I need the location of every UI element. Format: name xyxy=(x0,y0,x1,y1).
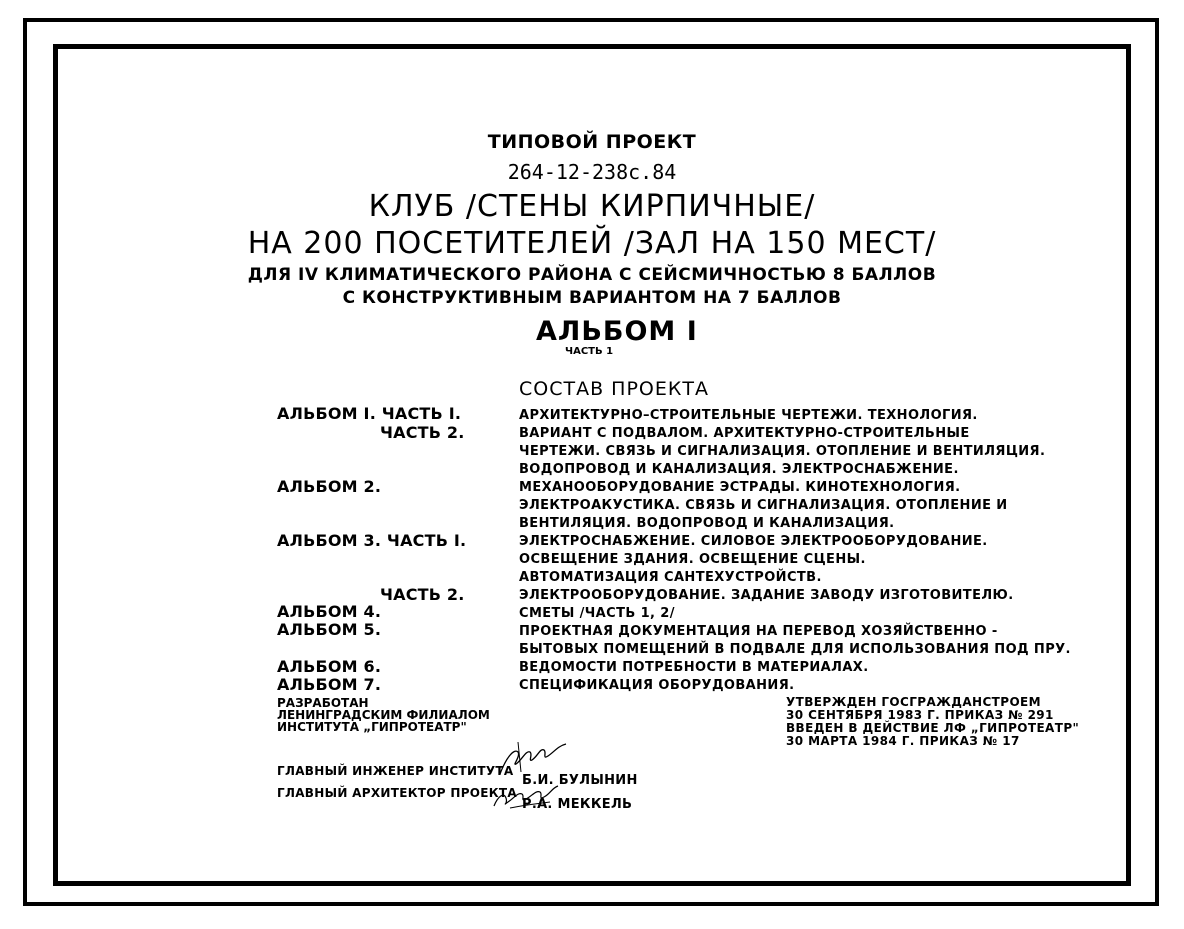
composition-line: ВЕДОМОСТИ ПОТРЕБНОСТИ В МАТЕРИАЛАХ. xyxy=(519,660,869,675)
architect-signature-icon xyxy=(490,782,560,812)
project-code: 264-12-238с.84 xyxy=(507,160,677,184)
composition-line: СМЕТЫ /ЧАСТЬ 1, 2/ xyxy=(519,606,675,621)
composition-line: БЫТОВЫХ ПОМЕЩЕНИЙ В ПОДВАЛЕ ДЛЯ ИСПОЛЬЗОВАНИЯ ПОД ПРУ. xyxy=(519,642,1071,657)
composition-line: ВОДОПРОВОД И КАНАЛИЗАЦИЯ. ЭЛЕКТРОСНАБЖЕНИЕ. xyxy=(519,462,959,477)
chief-engineer-name: Б.И. БУЛЫНИН xyxy=(522,773,638,788)
type-project-label: ТИПОВОЙ ПРОЕКТ xyxy=(487,131,697,153)
album-label: АЛЬБОМ 2. xyxy=(277,477,382,496)
composition-line: АРХИТЕКТУРНО–СТРОИТЕЛЬНЫЕ ЧЕРТЕЖИ. ТЕХНОЛОГИЯ. xyxy=(519,408,978,423)
composition-line: ЭЛЕКТРОСНАБЖЕНИЕ. СИЛОВОЕ ЭЛЕКТРООБОРУДОВАНИЕ. xyxy=(519,534,988,549)
album-title: АЛЬБОМ I xyxy=(536,316,698,347)
composition-line: МЕХАНООБОРУДОВАНИЕ ЭСТРАДЫ. КИНОТЕХНОЛОГИЯ. xyxy=(519,480,961,495)
composition-line: ЭЛЕКТРОАКУСТИКА. СВЯЗЬ И СИГНАЛИЗАЦИЯ. ОТОПЛЕНИЕ И xyxy=(519,498,1008,513)
album-label: АЛЬБОМ I. ЧАСТЬ I. xyxy=(277,404,462,423)
composition-line: ВЕНТИЛЯЦИЯ. ВОДОПРОВОД И КАНАЛИЗАЦИЯ. xyxy=(519,516,895,531)
composition-line: ЭЛЕКТРООБОРУДОВАНИЕ. ЗАДАНИЕ ЗАВОДУ ИЗГОТОВИТЕЛЮ. xyxy=(519,588,1014,603)
engineer-signature-icon xyxy=(496,738,570,778)
album-label: АЛЬБОМ 7. xyxy=(277,675,382,694)
developer-line: ЛЕНИНГРАДСКИМ ФИЛИАЛОМ xyxy=(277,708,490,722)
chief-architect-name: Р.А. МЕККЕЛЬ xyxy=(522,797,633,812)
chief-engineer-label: ГЛАВНЫЙ ИНЖЕНЕР ИНСТИТУТА xyxy=(277,764,514,778)
approval-line: 30 СЕНТЯБРЯ 1983 Г. ПРИКАЗ № 291 xyxy=(786,708,1054,722)
album-label: АЛЬБОМ 4. xyxy=(277,602,382,621)
composition-line: ПРОЕКТНАЯ ДОКУМЕНТАЦИЯ НА ПЕРЕВОД ХОЗЯЙСТВЕННО - xyxy=(519,624,998,639)
album-label: АЛЬБОМ 3. ЧАСТЬ I. xyxy=(277,531,467,550)
approval-line: 30 МАРТА 1984 Г. ПРИКАЗ № 17 xyxy=(786,734,1020,748)
composition-line: ОСВЕЩЕНИЕ ЗДАНИЯ. ОСВЕЩЕНИЕ СЦЕНЫ. xyxy=(519,552,866,567)
composition-line: ВАРИАНТ С ПОДВАЛОМ. АРХИТЕКТУРНО-СТРОИТЕЛЬНЫЕ xyxy=(519,426,970,441)
album-label: АЛЬБОМ 6. xyxy=(277,657,382,676)
composition-line: АВТОМАТИЗАЦИЯ САНТЕХУСТРОЙСТВ. xyxy=(519,570,822,585)
approval-line: ВВЕДЕН В ДЕЙСТВИЕ ЛФ „ГИПРОТЕАТР" xyxy=(786,721,1080,735)
composition-line: ЧЕРТЕЖИ. СВЯЗЬ И СИГНАЛИЗАЦИЯ. ОТОПЛЕНИЕ И ВЕНТИЛЯЦИЯ. xyxy=(519,444,1046,459)
album-label: ЧАСТЬ 2. xyxy=(380,585,465,604)
developer-line: ИНСТИТУТА „ГИПРОТЕАТР" xyxy=(277,720,467,734)
chief-architect-label: ГЛАВНЫЙ АРХИТЕКТОР ПРОЕКТА xyxy=(277,786,517,800)
composition-line: СПЕЦИФИКАЦИЯ ОБОРУДОВАНИЯ. xyxy=(519,678,795,693)
album-label: ЧАСТЬ 2. xyxy=(380,423,465,442)
title-line-1: КЛУБ /СТЕНЫ КИРПИЧНЫЕ/ xyxy=(368,189,816,224)
subtitle-line-1: ДЛЯ IV КЛИМАТИЧЕСКОГО РАЙОНА С СЕЙСМИЧНОСТЬЮ 8 БАЛЛОВ xyxy=(247,265,937,285)
album-label: АЛЬБОМ 5. xyxy=(277,620,382,639)
composition-heading: СОСТАВ ПРОЕКТА xyxy=(519,378,709,400)
subtitle-line-2: С КОНСТРУКТИВНЫМ ВАРИАНТОМ НА 7 БАЛЛОВ xyxy=(342,288,842,308)
title-line-2: НА 200 ПОСЕТИТЕЛЕЙ /ЗАЛ НА 150 МЕСТ/ xyxy=(247,226,937,261)
album-part: ЧАСТЬ 1 xyxy=(565,346,614,357)
approval-line: УТВЕРЖДЕН ГОСГРАЖДАНСТРОЕМ xyxy=(786,695,1041,709)
developer-line: РАЗРАБОТАН xyxy=(277,696,369,710)
